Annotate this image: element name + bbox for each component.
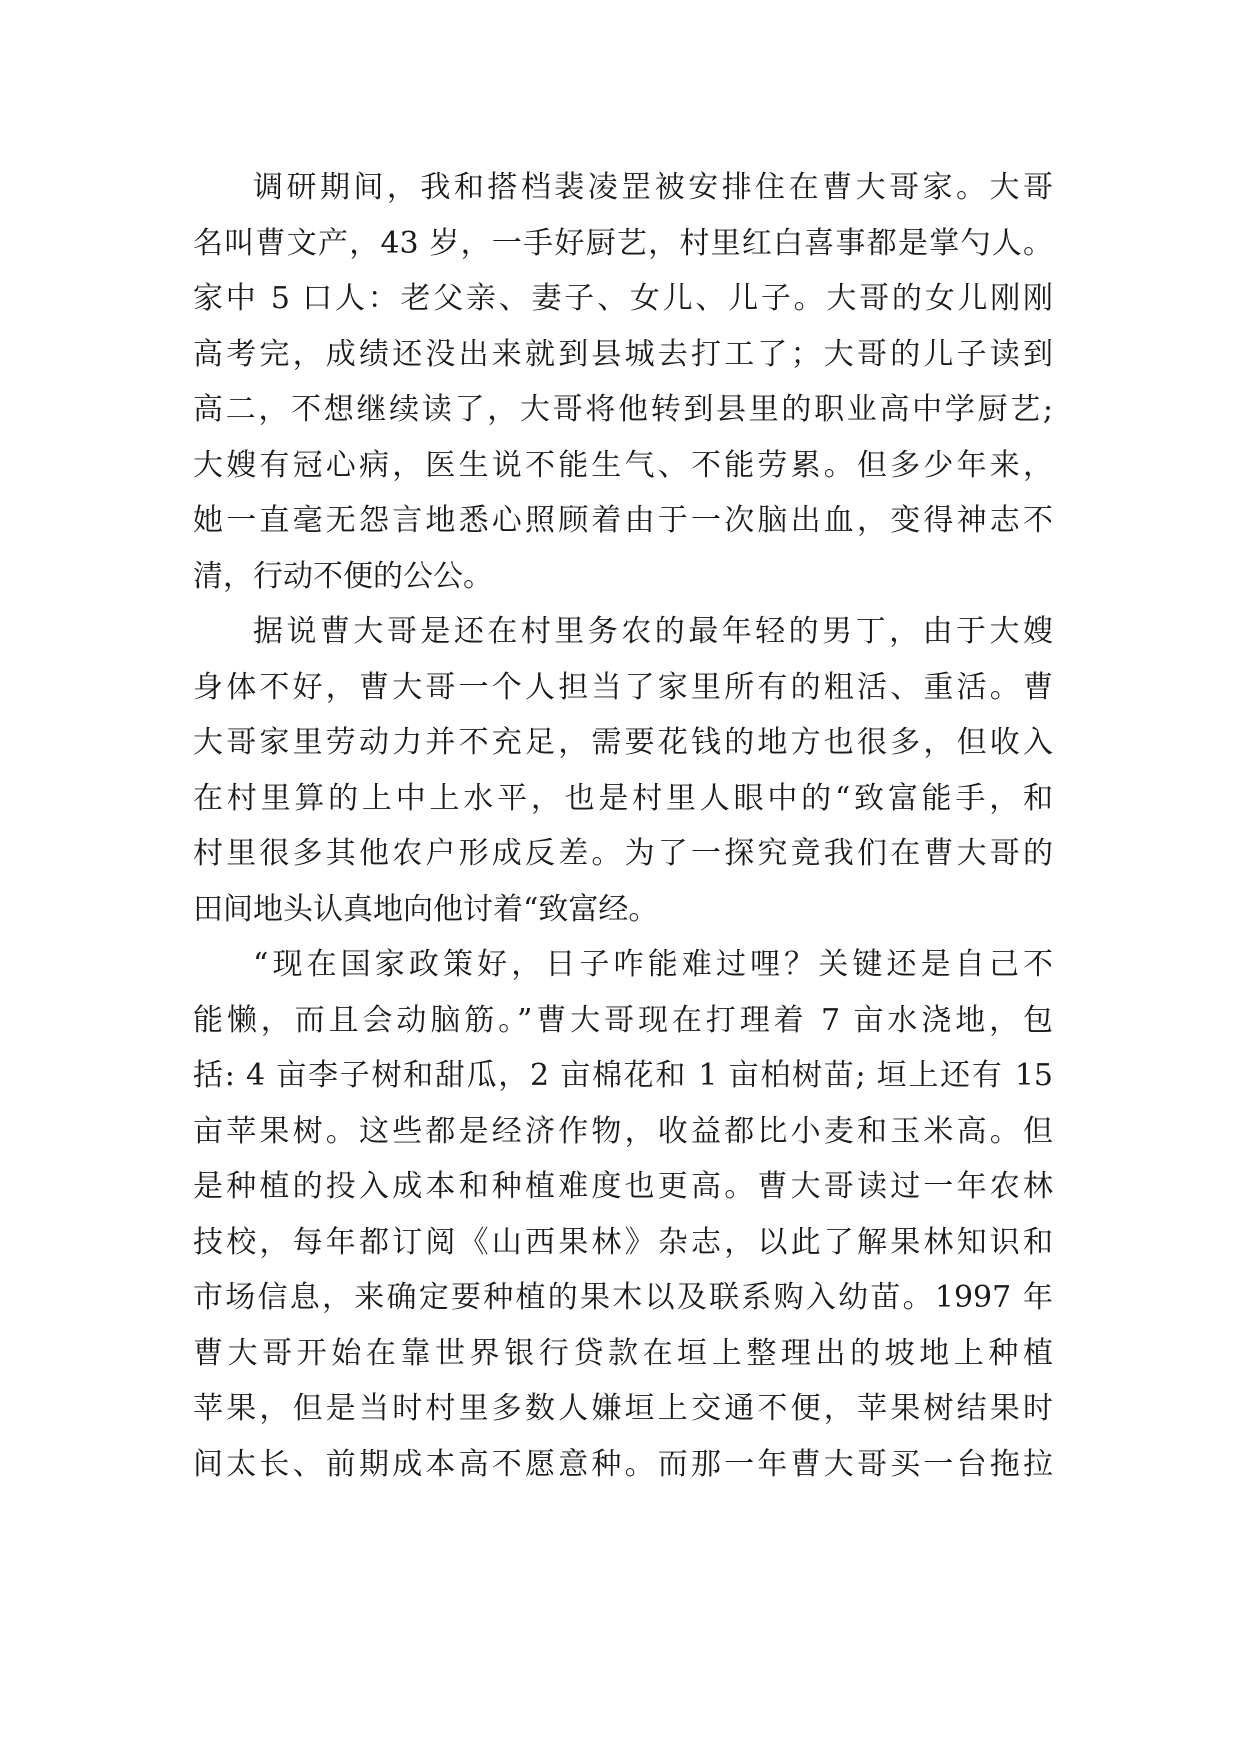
text-line: “现在国家政策好，日子咋能难过哩？关键还是自己不 [253,947,1053,982]
text-line: 据说曹大哥是还在村里务农的最年轻的男丁，由于大嫂 [253,614,1053,649]
text-line: 在村里算的上中上水平，也是村里人眼中的“致富能手，和 [193,780,1053,816]
text-line: 大哥家里劳动力并不充足，需要花钱的地方也很多，但收入 [193,725,1053,760]
text-line: 能懒，而且会动脑筋。”曹大哥现在打理着 7 亩水浇地，包 [193,1002,1053,1038]
text-line: 高考完，成绩还没出来就到县城去打工了；大哥的儿子读到 [193,336,1053,372]
text-line: 她一直毫无怨言地悉心照顾着由于一次脑出血，变得神志不 [193,503,1053,538]
paragraph [193,160,1053,604]
text-line: 亩苹果树。这些都是经济作物，收益都比小麦和玉米高。但 [193,1113,1053,1149]
text-line: 村里很多其他农户形成反差。为了一探究竟我们在曹大哥的 [193,836,1053,871]
text-line: 曹大哥开始在靠世界银行贷款在垣上整理出的坡地上种植 [193,1335,1053,1371]
text-line: 名叫曹文产，43 岁，一手好厨艺，村里红白喜事都是掌勺人。 [193,225,1053,261]
document-body [193,160,1053,1492]
text-line: 家中 5 口人：老父亲、妻子、女儿、儿子。大哥的女儿刚刚 [193,281,1053,316]
text-line: 身体不好，曹大哥一个人担当了家里所有的粗活、重活。曹 [193,669,1053,705]
text-line: 括: 4 亩李子树和甜瓜，2 亩棉花和 1 亩柏树苗; 垣上还有 15 [193,1058,1053,1093]
text-line: 田间地头认真地向他讨着“致富经。 [193,891,659,927]
text-line: 间太长、前期成本高不愿意种。而那一年曹大哥买一台拖拉 [193,1446,1053,1482]
text-line: 清，行动不便的公公。 [193,558,493,594]
paragraph [193,604,1053,937]
text-line: 苹果，但是当时村里多数人嫌垣上交通不便，苹果树结果时 [193,1391,1053,1426]
text-line: 调研期间，我和搭档裴凌罡被安排住在曹大哥家。大哥 [253,170,1053,205]
text-line: 大嫂有冠心病，医生说不能生气、不能劳累。但多少年来， [193,447,1053,483]
paragraph [193,937,1053,1492]
text-line: 是种植的投入成本和种植难度也更高。曹大哥读过一年农林 [193,1169,1053,1204]
text-line: 技校，每年都订阅《山西果林》杂志，以此了解果林知识和 [193,1224,1053,1260]
text-line: 高二，不想继续读了，大哥将他转到县里的职业高中学厨艺; [193,392,1053,427]
text-line: 市场信息，来确定要种植的果木以及联系购入幼苗。1997 年 [193,1280,1053,1315]
